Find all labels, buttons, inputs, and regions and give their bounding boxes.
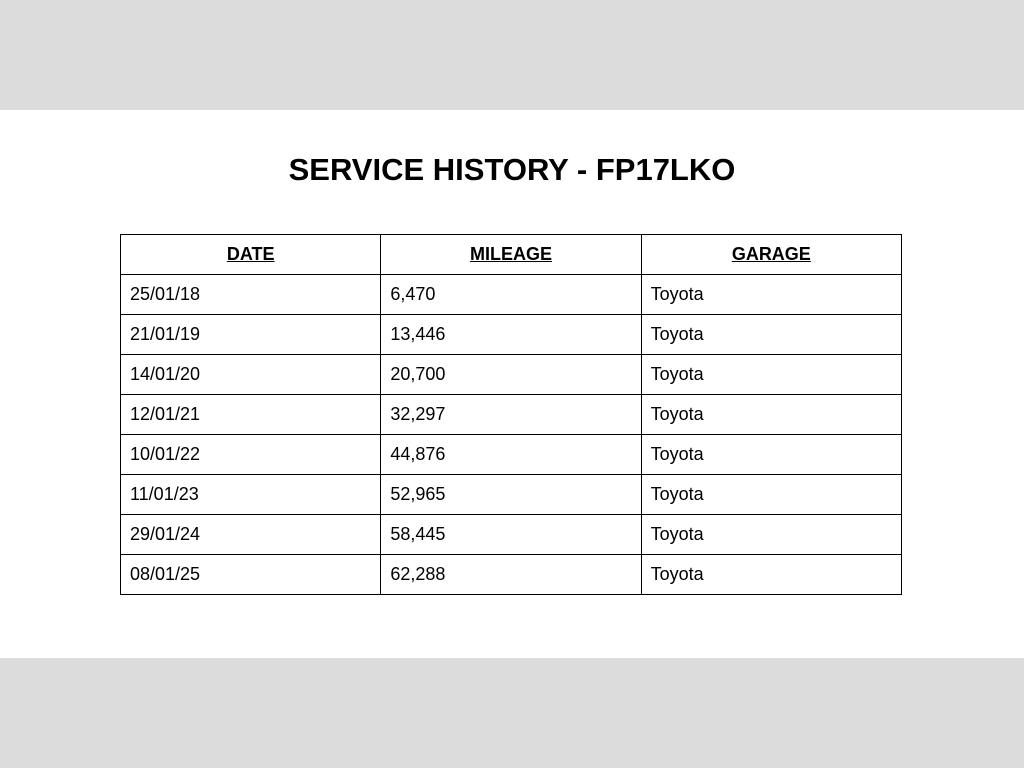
cell-date: 21/01/19 [121, 315, 381, 355]
cell-mileage: 13,446 [381, 315, 641, 355]
cell-garage: Toyota [641, 275, 901, 315]
cell-date: 12/01/21 [121, 395, 381, 435]
cell-garage: Toyota [641, 355, 901, 395]
table-row [121, 515, 902, 555]
cell-date: 14/01/20 [121, 355, 381, 395]
table-body [121, 275, 902, 595]
cell-date: 29/01/24 [121, 515, 381, 555]
cell-garage: Toyota [641, 555, 901, 595]
table-row [121, 555, 902, 595]
document-page [0, 110, 1024, 658]
cell-mileage: 58,445 [381, 515, 641, 555]
cell-garage: Toyota [641, 475, 901, 515]
cell-mileage: 52,965 [381, 475, 641, 515]
cell-garage: Toyota [641, 315, 901, 355]
table-header [121, 235, 902, 275]
cell-mileage: 32,297 [381, 395, 641, 435]
column-header-mileage: MILEAGE [381, 235, 641, 275]
cell-date: 11/01/23 [121, 475, 381, 515]
service-history-table [120, 234, 902, 595]
cell-garage: Toyota [641, 395, 901, 435]
table-row [121, 315, 902, 355]
column-header-date: DATE [121, 235, 381, 275]
cell-mileage: 44,876 [381, 435, 641, 475]
cell-date: 25/01/18 [121, 275, 381, 315]
cell-garage: Toyota [641, 435, 901, 475]
top-margin-band [0, 0, 1024, 110]
cell-date: 08/01/25 [121, 555, 381, 595]
column-header-garage: GARAGE [641, 235, 901, 275]
header-row [121, 235, 902, 275]
table-row [121, 275, 902, 315]
document-title: SERVICE HISTORY - FP17LKO [288, 152, 736, 187]
bottom-margin-band [0, 658, 1024, 768]
table-row [121, 475, 902, 515]
cell-mileage: 6,470 [381, 275, 641, 315]
cell-date: 10/01/22 [121, 435, 381, 475]
table-row [121, 355, 902, 395]
table-row [121, 435, 902, 475]
table-row [121, 395, 902, 435]
cell-mileage: 20,700 [381, 355, 641, 395]
cell-mileage: 62,288 [381, 555, 641, 595]
cell-garage: Toyota [641, 515, 901, 555]
